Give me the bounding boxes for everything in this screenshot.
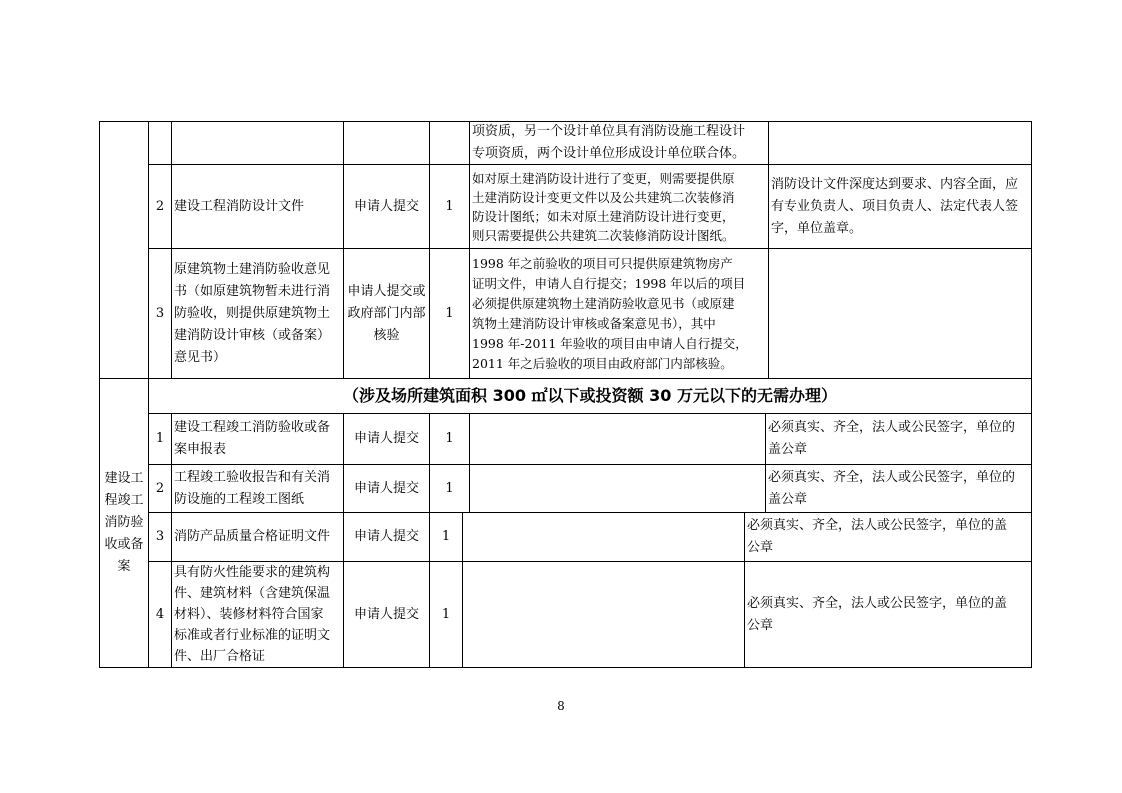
section-banner	[149, 379, 1031, 413]
requirement-cell	[745, 562, 1031, 667]
requirement-cell	[766, 414, 1031, 464]
row-number: 3	[155, 529, 165, 544]
copies-text: 1	[445, 431, 454, 446]
requirement-cell	[766, 465, 1031, 512]
page-number: 8	[557, 699, 565, 713]
material-name: 消防产品质量合格证明文件	[174, 529, 331, 544]
source-cell	[344, 562, 429, 667]
source-cell	[344, 465, 429, 512]
copies-cell	[430, 414, 469, 464]
requirement-text: 必须真实、齐全，法人或公民签字，单位的盖 公章	[747, 595, 1008, 633]
material-name: 原建筑物土建消防验收意见 书（如原建筑物暂未进行消 防验收，则提供原建筑物土 建消防设计审核（或备案） 意见书）	[174, 261, 331, 365]
row-number: 3	[155, 305, 165, 321]
requirement-cell	[769, 165, 1031, 248]
copies-cell	[430, 465, 469, 512]
requirement-text: 必须真实、齐全，法人或公民签字，单位的盖 公章	[747, 518, 1008, 555]
material-name-cell	[172, 465, 343, 512]
material-name-cell	[172, 414, 343, 464]
row-number: 1	[155, 431, 165, 446]
source-text: 申请人提交	[353, 480, 419, 496]
row-number-cell	[149, 165, 171, 248]
category-cell	[100, 379, 148, 667]
row-number: 4	[155, 606, 165, 622]
material-name-cell	[172, 513, 343, 561]
note-text: 1998 年之前验收的项目可只提供原建筑物房产 证明文件，申请人自行提交；1998 年以后的项目 必须提供原建筑物土建消防验收意见书（或原建 筑物土建消防设计审核或备案意见书），其中 1998 年-2011 年验收的项目由申请人自行提交， 2011 年之后验收的项目由政府部门内部核验。	[472, 255, 748, 371]
banner-text: （涉及场所建筑面积 300 ㎡以下或投资额 30 万元以下的无需办理）	[343, 386, 837, 405]
material-name-cell	[172, 165, 343, 248]
copies-text: 1	[441, 529, 451, 544]
source-cell	[344, 513, 429, 561]
row-number-cell	[149, 249, 171, 378]
note-cell	[470, 165, 768, 248]
copies-cell	[430, 513, 462, 561]
source-text: 申请人提交	[353, 431, 419, 446]
table-border-right	[1031, 121, 1032, 668]
copies-cell	[430, 562, 462, 667]
copies-text: 1	[441, 606, 451, 622]
row-number: 2	[155, 198, 165, 214]
copies-text: 1	[445, 305, 454, 321]
note-cell	[470, 249, 768, 378]
note-text: 项资质，另一个设计单位具有消防设施工程设计 专项资质，两个设计单位形成设计单位联合体。	[472, 124, 746, 161]
requirement-text: 必须真实、齐全，法人或公民签字，单位的 盖公章	[768, 420, 1016, 457]
material-name: 建设工程竣工消防验收或备 案申报表	[174, 420, 331, 457]
copies-text: 1	[445, 480, 454, 496]
row-number-cell	[149, 414, 171, 464]
material-name: 建设工程消防设计文件	[174, 198, 305, 214]
column-divider	[768, 121, 769, 378]
copies-text: 1	[445, 198, 454, 214]
table-border-bottom	[99, 667, 1032, 668]
category-label: 建设工 程竣工 消防验 收或备 案	[104, 471, 144, 574]
note-text: 如对原土建消防设计进行了变更，则需要提供原 土建消防设计变更文件以及公共建筑二次装修消 防设计图纸；如未对原土建消防设计进行变更， 则只需要提供公共建筑二次装修消防设计图纸。	[472, 170, 735, 243]
note-cell	[470, 122, 768, 164]
requirement-text: 消防设计文件深度达到要求、内容全面，应 有专业负责人、项目负责人、法定代表人签 字，单位盖章。	[771, 176, 1019, 236]
material-name-cell	[172, 562, 343, 667]
requirement-cell	[745, 513, 1031, 561]
row-number-cell	[149, 562, 171, 667]
material-name: 具有防火性能要求的建筑构 件、建筑材料（含建筑保温 材料）、装修材料符合国家 标准或者行业标准的证明文 件、出厂合格证	[174, 565, 331, 664]
source-cell	[344, 249, 429, 378]
column-divider	[462, 512, 463, 667]
row-number-cell	[149, 465, 171, 512]
source-text: 申请人提交或 政府部门内部 核验	[347, 283, 426, 343]
copies-cell	[430, 249, 469, 378]
source-cell	[344, 414, 429, 464]
row-number-cell	[149, 513, 171, 561]
column-divider	[469, 413, 470, 512]
source-text: 申请人提交	[353, 529, 419, 544]
source-cell	[344, 165, 429, 248]
material-name: 工程竣工验收报告和有关消 防设施的工程竣工图纸	[174, 469, 331, 507]
material-name-cell	[172, 249, 343, 378]
requirement-text: 必须真实、齐全，法人或公民签字，单位的 盖公章	[768, 469, 1016, 507]
source-text: 申请人提交	[353, 198, 419, 214]
row-number: 2	[155, 480, 165, 496]
copies-cell	[430, 165, 469, 248]
source-text: 申请人提交	[353, 606, 419, 622]
